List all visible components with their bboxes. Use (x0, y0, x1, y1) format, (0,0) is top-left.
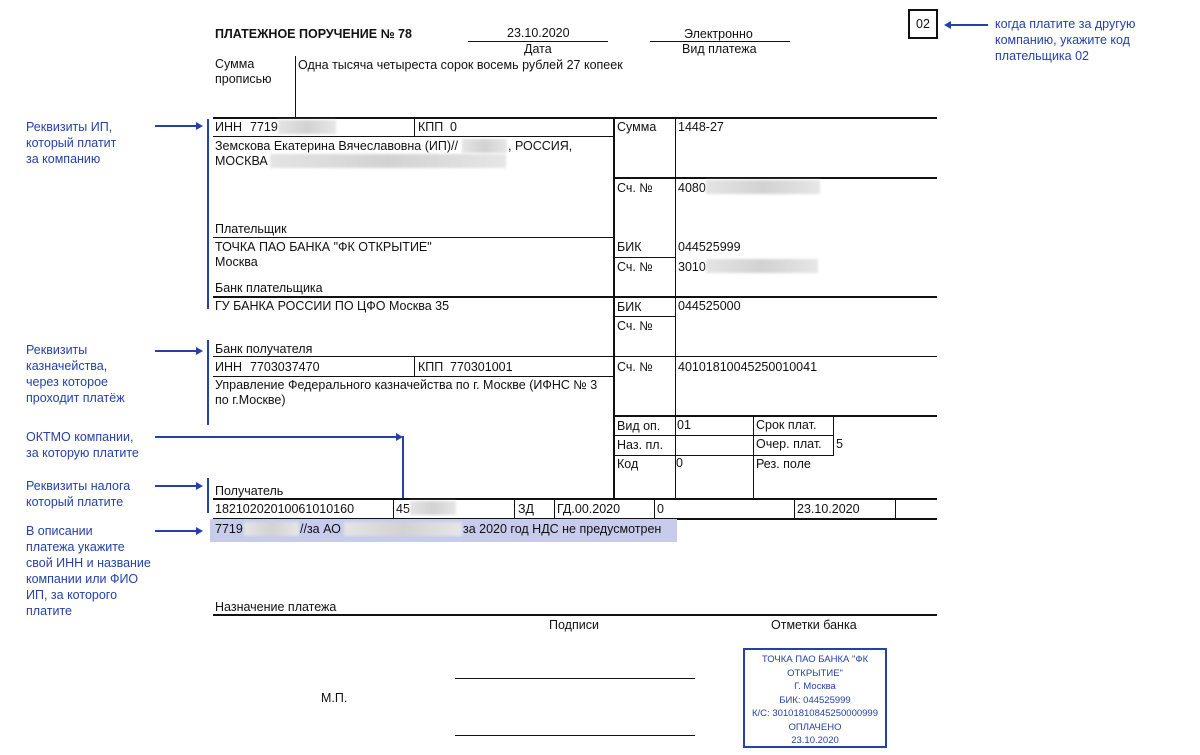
bracket-line (207, 119, 209, 309)
recipient-kpp-label: КПП (418, 360, 444, 374)
kod-label: Код (617, 457, 639, 471)
oktmo-note: ОКТМО компании, за которую платите (26, 430, 139, 460)
recipient-name-line1: Управление Федерального казначейства по г. Москве (ИФНС № 3 (215, 378, 598, 392)
payer-name-line2: МОСКВА (215, 154, 268, 168)
purpose-company: //за АО (300, 522, 341, 536)
redacted-block (462, 139, 507, 153)
recipient-bank-bik-value: 044525000 (678, 299, 741, 313)
stamp-line: ОТКРЫТИЕ" (787, 667, 843, 679)
arrow-right-icon (155, 350, 201, 352)
bank-marks-label: Отметки банка (771, 618, 857, 632)
payer-kpp-label: КПП (418, 120, 444, 134)
payer-bank-name-line2: Москва (215, 255, 258, 269)
bank-stamp (743, 648, 887, 748)
payer-name-line1-country: , РОССИЯ, (508, 139, 573, 153)
recipient-bank-name: ГУ БАНКА РОССИИ ПО ЦФО Москва 35 (215, 299, 450, 313)
arrow-right-icon (155, 125, 201, 127)
stamp-line: БИК: 044525999 (779, 694, 851, 706)
payer-inn-value: 7719 (250, 120, 278, 134)
payer-note: Реквизиты ИП, который платит за компанию (26, 120, 117, 166)
arrow-left-icon (946, 24, 988, 26)
tax-doc-number: 0 (657, 502, 664, 516)
naz-pl-label: Наз. пл. (617, 438, 664, 452)
amount-words-label-1: Сумма (215, 57, 255, 71)
bracket-line (207, 478, 209, 513)
signatures-label: Подписи (549, 618, 599, 632)
purpose-text: за 2020 год НДС не предусмотрен (463, 522, 662, 536)
recipient-bank-label: Банк получателя (215, 342, 313, 356)
payer-bank-bik-value: 044525999 (678, 240, 741, 254)
recipient-account-value: 40101810045250010041 (678, 360, 818, 374)
arrow-right-icon (155, 485, 201, 487)
amount-words-label-2: прописью (215, 72, 272, 86)
document-title: ПЛАТЕЖНОЕ ПОРУЧЕНИЕ № 78 (215, 27, 412, 41)
payer-name-line1: Земскова Екатерина Вячеславовна (ИП)// (215, 139, 458, 153)
redacted-block (270, 154, 506, 168)
purpose-note: В описании платежа укажите свой ИНН и название компании или ФИО ИП, за которого платите (26, 524, 151, 618)
stamp-line: ОПЛАЧЕНО (788, 721, 842, 733)
payer-bank-bik-label: БИК (617, 240, 642, 254)
redacted-block (244, 522, 299, 536)
payer-bank-account-value: 3010 (678, 260, 706, 274)
tax-note: Реквизиты налога который платите (26, 479, 131, 509)
sum-value: 1448-27 (678, 120, 724, 134)
stamp-line: К/С: 30101810845250000999 (752, 708, 878, 719)
stamp-line: Г. Москва (794, 681, 836, 692)
payment-type-value: Электронно (684, 27, 753, 41)
payer-account-value: 4080 (678, 181, 706, 195)
recipient-bank-bik-label: БИК (617, 300, 642, 314)
payer-bank-label: Банк плательщика (215, 281, 323, 295)
ocher-value: 5 (836, 437, 843, 451)
payer-bank-account-label: Сч. № (617, 260, 653, 274)
status-code-note: когда платите за другую компанию, укажите код плательщика 02 (995, 17, 1136, 63)
srok-label: Срок плат. (756, 418, 817, 432)
sum-label: Сумма (617, 120, 657, 134)
payer-bank-name-line1: ТОЧКА ПАО БАНКА "ФК ОТКРЫТИЕ" (215, 240, 432, 254)
date-label: Дата (524, 42, 552, 56)
recipient-kpp-value: 770301001 (450, 360, 513, 374)
payment-type-label: Вид платежа (682, 42, 757, 56)
kbk-value: 18210202010061010160 (215, 502, 355, 516)
recipient-inn-value: 7703037470 (250, 360, 320, 374)
bracket-line (402, 436, 404, 498)
vid-op-label: Вид оп. (617, 419, 661, 433)
redacted-block (410, 501, 456, 515)
arrow-right-icon (155, 530, 201, 532)
purpose-label: Назначение платежа (215, 600, 337, 614)
rez-label: Рез. поле (756, 457, 811, 471)
tax-basis-value: ЗД (518, 502, 535, 516)
recipient-label: Получатель (215, 484, 284, 498)
payer-kpp-value: 0 (450, 120, 457, 134)
payer-inn-label: ИНН (215, 120, 243, 134)
stamp-line: ТОЧКА ПАО БАНКА "ФК (761, 654, 869, 665)
date-value: 23.10.2020 (507, 26, 570, 40)
redacted-block (344, 522, 462, 536)
redacted-block (706, 180, 820, 194)
tax-doc-date: 23.10.2020 (797, 502, 860, 516)
stamp-line: 23.10.2020 (791, 735, 839, 746)
kod-value: 0 (676, 456, 683, 470)
ocher-label: Очер. плат. (756, 437, 822, 451)
purpose-inn: 7719 (215, 522, 243, 536)
tax-period-value: ГД.00.2020 (557, 502, 621, 516)
payer-label: Плательщик (215, 222, 287, 236)
recipient-account-label: Сч. № (617, 360, 653, 374)
treasury-note: Реквизиты казначейства, через которое проходит платёж (26, 343, 125, 405)
recipient-bank-account-label: Сч. № (617, 319, 653, 333)
payer-status-code: 02 (908, 9, 938, 39)
arrow-right-icon (155, 436, 401, 438)
amount-words-value: Одна тысяча четыреста сорок восемь рублей 27 копеек (298, 58, 623, 72)
recipient-name-line2: по г.Москве) (215, 393, 286, 407)
recipient-inn-label: ИНН (215, 360, 243, 374)
mp-label: М.П. (321, 691, 348, 705)
bracket-line (207, 340, 209, 425)
redacted-block (278, 120, 336, 134)
payer-account-label: Сч. № (617, 181, 653, 195)
oktmo-value: 45 (396, 502, 410, 516)
vid-op-value: 01 (677, 418, 691, 432)
redacted-block (706, 259, 818, 273)
